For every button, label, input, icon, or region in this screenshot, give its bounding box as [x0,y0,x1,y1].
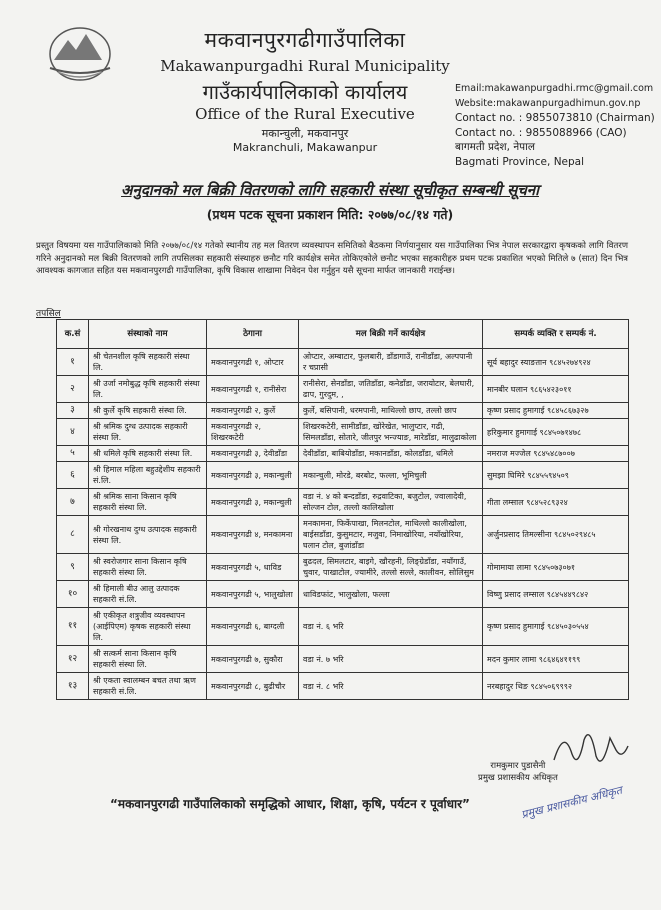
cell-address: मकवानपुरगढी २, कुर्ले [207,403,299,419]
cell-address: मकवानपुरगढी ८, बुढीचौर [207,673,299,700]
cell-address: मकवानपुरगढी १, ओप्टार [207,349,299,376]
cell-sn: ५ [57,446,89,462]
cell-contact: सूर्य बहादुर स्याङतान ९८४५२७४९२४ [483,349,629,376]
cell-sn: ७ [57,489,89,516]
cell-contact: मानबीर घलान ९८६५४२३०११ [483,376,629,403]
cell-name: श्री सत्कर्म साना किसान कृषि सहकारी संस्था लि. [89,646,207,673]
cell-contact: हरिकुमार हुमागाई ९८४५०७१४७८ [483,419,629,446]
cell-sn: ११ [57,608,89,646]
cell-contact: कृष्ण प्रसाद हुमागाई ९८४५०३०५५४ [483,608,629,646]
cell-sn: ८ [57,516,89,554]
signatory [478,760,558,784]
cell-area: धाविडफांट, भालुखोला, फल्ला [299,581,483,608]
cell-address: मकवानपुरगढी ५, धाविड [207,554,299,581]
cell-name: श्री कुर्ले कृषि सहकारी संस्था लि. [89,403,207,419]
table-row [57,349,629,376]
cell-address: मकवानपुरगढी ३, मकान्चुली [207,462,299,489]
cell-name: श्री एकीकृत शत्रुजीव व्यवस्थापन (आईपिएम) कृषक सहकारी संस्था लि. [89,608,207,646]
cell-contact: गीता लम्साल ९८४५२८९३२४ [483,489,629,516]
cell-area: बुढदल, सिमलटार, बाइगे, खौरहनी, लिङ्ग्रेडाँडा, नयाँगाउँ, चुवार, पाखाटोल, ज्यामीरे, तल्लो सल्ले, कालीवन, सोलिसुम [299,554,483,581]
office-name-np: गाउँकार्यपालिकाको कार्यालय [202,80,408,105]
signatory-name: रामकुमार पुडासैनी [490,761,546,771]
col-header-address: ठेगाना [207,320,299,349]
table-row [57,646,629,673]
cell-contact: विष्णु प्रसाद लम्साल ९८४५४४९८४२ [483,581,629,608]
notice-subtitle: (प्रथम पटक सूचना प्रकाशन मिति: २०७७/०८/१४ गते) [206,207,454,222]
cell-area: ओप्टार, अम्बाटार, फुलबारी, डाँडागाउँ, रानीडाँडा, अल्पपानी र चप्रासी [299,349,483,376]
col-header-contact: सम्पर्क व्यक्ति र सम्पर्क नं. [483,320,629,349]
cell-address: मकवानपुरगढी ७, सुकौरा [207,646,299,673]
municipality-emblem-icon [44,20,116,84]
cell-area: देवीडाँडा, बाबियोडाँडा, मकानडाँडा, कोलडाँडा, धमिले [299,446,483,462]
cell-sn: ६ [57,462,89,489]
cell-area: रानीसेरा, सेनडाँडा, जतिडाँडा, कनेडाँडा, जरायोटार, बेलघारी, ढाप, गुरदुम, , [299,376,483,403]
municipality-name-np: मकवानपुरगढीगाउँपालिका [204,28,406,52]
cell-area: शिखरकटेरी, सामीडाँडा, खोरेखेत, भालुप्टार, गढी, सिमलडाँडा, सोतारे, जीतपुर भन्ज्याङ, मारेडाँडा, मालुढाकोला [299,419,483,446]
cell-area: वडा नं. ७ भरि [299,646,483,673]
cell-address: मकवानपुरगढी २, शिखरकटेरी [207,419,299,446]
cell-area: कुर्ले, बसिपानी, धरमपानी, माथिल्लो छाप, तल्लो छाप [299,403,483,419]
table-row [57,419,629,446]
table-row [57,489,629,516]
table-row [57,608,629,646]
cell-area: वडा नं. ४ को बन्दडाँडा, रुद्रवाटिका, बजुटोल, ज्वालादेवी, सोल्जन टोल, तल्लो कालिखोला [299,489,483,516]
cell-sn: १३ [57,673,89,700]
notice-body: प्रस्तुत विषयमा यस गाउँपालिकाको मिति २०७७/०८/१४ गतेको स्थानीय तह मल वितरण व्यवस्थापन समितिको बैठकमा निर्णयानुसार यस गाउँपालिका भित्र नेपाल सरकारद्वारा कृषकको लागि वितरण गरिने अनुदानको मल बिक्री वितरणको लागि तपसिलका सहकारी संस्थाहरु छनौट गरि कार्यक्षेत्र समेत तोकिएकोले छनौट भएका सहकारीहरु प्रथम पटक प्रकाशित भएको मितिले ७ (सात) दिन भित्र आवश्यक कागजात सहित यस मकवानपुरगढी गाउँपालिका, कृषि विकास शाखामा निवेदन पेश गर्नुहुन यसै सूचना मार्फत जानकारी गराईन्छ। [36,241,628,276]
contact-chairman: Contact no. : 9855073810 (Chairman) [455,112,655,124]
contact-cao: Contact no. : 9855088966 (CAO) [455,126,627,139]
email: Email:makawanpurgadhi.rmc@gmail.com [455,83,654,94]
letterhead [150,28,460,155]
location-en: Makranchuli, Makawanpur [232,141,378,155]
cell-contact: सुमझा घिमिरे ९८४५५९४५०९ [483,462,629,489]
col-header-area: मल बिक्री गर्ने कार्यक्षेत्र [299,320,483,349]
cell-sn: ४ [57,419,89,446]
cell-contact: अर्जुनप्रसाद तिमल्सीना ९८४५०२९४८५ [483,516,629,554]
contact-block [455,82,655,169]
table-row [57,376,629,403]
cell-name: श्री श्रमिक साना किसान कृषि सहकारी संस्था लि. [89,489,207,516]
cell-name: श्री गोरखनाथ दुग्ध उत्पादक सहकारी संस्था लि. [89,516,207,554]
col-header-name: संस्थाको नाम [89,320,207,349]
table-row [57,673,629,700]
cooperatives-table [56,319,629,700]
cell-name: श्री श्रमिक दुग्ध उत्पादक सहकारी संस्था लि. [89,419,207,446]
cell-area: मकान्चुली, मोरडे, बरबोट, फल्ला, भूमिचुली [299,462,483,489]
cell-area: मनकामना, फिर्केपाखा, मिलनटोल, माथिल्लो कालीखोला, बाईसडाँडा, कुसुमटार, मजुवा, निमाखोरिया, नयाँखोरिया, घलान टोल, बुजांडाँडा [299,516,483,554]
province-en: Bagmati Province, Nepal [455,155,585,168]
cell-contact: नरबहादुर थिङ ९८४५०६९९९२ [483,673,629,700]
location-np: मकान्चुली, मकवानपुर [261,126,349,140]
cell-address: मकवानपुरगढी ६, बाग्दली [207,608,299,646]
signature-scribble [550,720,630,780]
cell-sn: ९ [57,554,89,581]
table-row [57,462,629,489]
cell-address: मकवानपुरगढी ३, मकान्चुली [207,489,299,516]
official-stamp: प्रमुख प्रशासकीय अधिकृत [519,783,624,822]
municipality-name-en: Makawanpurgadhi Rural Municipality [160,57,450,76]
cell-name: श्री चेतनशील कृषि सहकारी संस्था लि. [89,349,207,376]
signatory-title: प्रमुख प्रशासकीय अधिकृत [478,773,558,783]
cell-sn: ३ [57,403,89,419]
cell-contact: नमराज मज्जेल ९८४५४८७००७ [483,446,629,462]
cell-address: मकवानपुरगढी ५, भालुखोला [207,581,299,608]
cell-name: श्री उर्जा नमोबुद्ध कृषि सहकारी संस्था लि. [89,376,207,403]
cell-name: श्री स्वरोजगार साना किसान कृषि सहकारी संस्था लि. [89,554,207,581]
cell-sn: २ [57,376,89,403]
cell-name: श्री हिमाली बीउ आलु उत्पादक सहकारी सं.लि. [89,581,207,608]
cell-name: श्री हिमाल महिला बहुउद्देशीय सहकारी सं.लि. [89,462,207,489]
cell-contact: गोमामाया लामा ९८४५०७३०७१ [483,554,629,581]
office-name-en: Office of the Rural Executive [195,105,415,124]
schedule-label: तपसिल [36,309,61,319]
cell-contact: मदन कुमार लामा ९८६४६४११९९ [483,646,629,673]
cell-sn: १ [57,349,89,376]
table-row [57,581,629,608]
cell-address: मकवानपुरगढी ४, मनकामना [207,516,299,554]
cell-area: वडा नं. ८ भरि [299,673,483,700]
cell-address: मकवानपुरगढी ३, देवीडाँडा [207,446,299,462]
table-header-row [57,320,629,349]
cell-area: वडा नं. ६ भरि [299,608,483,646]
cell-name: श्री एकता स्वालम्बन बचत तथा ऋण सहकारी सं.लि. [89,673,207,700]
notice-title: अनुदानको मल बिक्री वितरणको लागि सहकारी संस्था सूचीकृत सम्बन्धी सूचना [121,181,539,199]
website: Website:makawanpurgadhimun.gov.np [455,97,641,109]
slogan: “मकवानपुरगढी गाउँपालिकाको समृद्धिको आधार, शिक्षा, कृषि, पर्यटन र पूर्वाधार” [110,797,470,811]
province-np: बागमती प्रदेश, नेपाल [455,141,535,153]
col-header-sn: क.सं [57,320,89,349]
cell-contact: कृष्ण प्रसाद हुमागाई ९८४५८६७३२७ [483,403,629,419]
table-row [57,446,629,462]
cell-address: मकवानपुरगढी १, रानीसेरा [207,376,299,403]
cell-name: श्री धमिले कृषि सहकारी संस्था लि. [89,446,207,462]
table-row [57,403,629,419]
table-row [57,554,629,581]
cell-sn: १२ [57,646,89,673]
cell-sn: १० [57,581,89,608]
table-row [57,516,629,554]
